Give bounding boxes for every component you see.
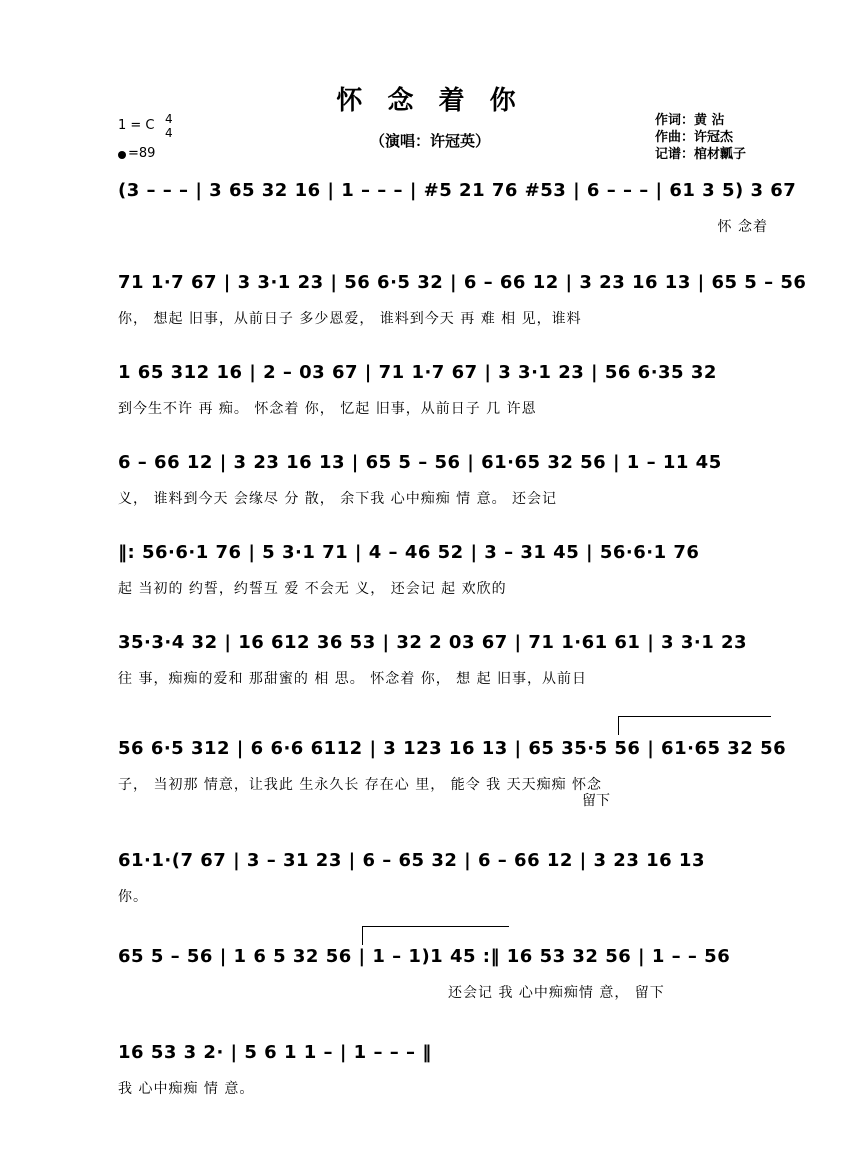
lyrics-line: 到今生不许 再 痴。 怀念着 你， 忆起 旧事，从前日子 几 许恩 (118, 401, 537, 417)
lyrics-line: 义， 谁料到今天 会缘尽 分 散， 余下我 心中痴痴 情 意。 还会记 (118, 491, 558, 507)
singer-credit: （演唱：许冠英） (369, 132, 490, 150)
notation-line: 65 5 – 56 | 1 6 5 32 56 | 1 – 1)1 45 :‖ 16 53 32 56 | 1 – – 56 (118, 946, 731, 967)
time-signature (165, 112, 173, 140)
time-sig-top: 4 (165, 112, 173, 126)
notation-line: 16 53 3 2· | 5 6 1 1 – | 1 – – – ‖ (118, 1042, 432, 1063)
quarter-note-icon (118, 151, 126, 159)
lyrics-line: 我 心中痴痴 情 意。 (118, 1081, 255, 1097)
composer-credit: 作曲：许冠杰 (655, 130, 734, 145)
lyricist-credit: 作词：黄 沾 (655, 113, 725, 128)
notation-line: 1 65 312 16 | 2 – 03 67 | 71 1·7 67 | 3 3·1 23 | 56 6·35 32 (118, 362, 717, 383)
key-signature: 1 = C (118, 118, 155, 133)
tempo-value: =89 (128, 146, 156, 161)
notation-line: ‖: 56·6·1 76 | 5 3·1 71 | 4 – 46 52 | 3 – 31 45 | 56·6·1 76 (118, 542, 700, 563)
notation-line: 35·3·4 32 | 16 612 36 53 | 32 2 03 67 | 71 1·61 61 | 3 3·1 23 (118, 632, 748, 653)
notation-line: 71 1·7 67 | 3 3·1 23 | 56 6·5 32 | 6 – 66 12 | 3 23 16 13 | 65 5 – 56 (118, 272, 807, 293)
transcriber-credit: 记谱：棺材瓤子 (655, 147, 747, 162)
lyrics-line: 你。 (118, 889, 148, 905)
time-sig-bottom: 4 (165, 126, 173, 140)
notation-line: 6 – 66 12 | 3 23 16 13 | 65 5 – 56 | 61·65 32 56 | 1 – 11 45 (118, 452, 722, 473)
song-title: 怀 念 着 你 (336, 86, 524, 116)
notation-line: 56 6·5 312 | 6 6·6 6112 | 3 123 16 13 | 65 35·5 56 | 61·65 32 56 (118, 738, 787, 759)
alternate-lyric: 留下 (582, 793, 610, 809)
lyrics-line: 往 事，痴痴的爱和 那甜蜜的 相 思。 怀念着 你， 想 起 旧事，从前日 (118, 671, 588, 687)
lyrics-line: 怀 念着 (717, 219, 768, 235)
credits-block (655, 112, 746, 163)
notation-line: 61·1·(7 67 | 3 – 31 23 | 6 – 65 32 | 6 – 66 12 | 3 23 16 13 (118, 850, 705, 871)
volta-bracket (618, 716, 771, 735)
lyrics-line: 还会记 我 心中痴痴情 意， 留下 (448, 985, 665, 1001)
lyrics-line: 你， 想起 旧事，从前日子 多少恩爱， 谁料到今天 再 难 相 见，谁料 (118, 311, 582, 327)
lyrics-line: 起 当初的 约誓，约誓互 爱 不会无 义， 还会记 起 欢欣的 (118, 581, 507, 597)
notation-line: (3 – – – | 3 65 32 16 | 1 – – – | #5 21 76 #53 | 6 – – – | 61 3 5) 3 67 (118, 180, 797, 201)
volta-bracket (362, 926, 509, 945)
tempo-marking (118, 146, 155, 161)
lyrics-line: 子， 当初那 情意，让我此 生永久长 存在心 里， 能令 我 天天痴痴 怀念 (118, 777, 603, 793)
